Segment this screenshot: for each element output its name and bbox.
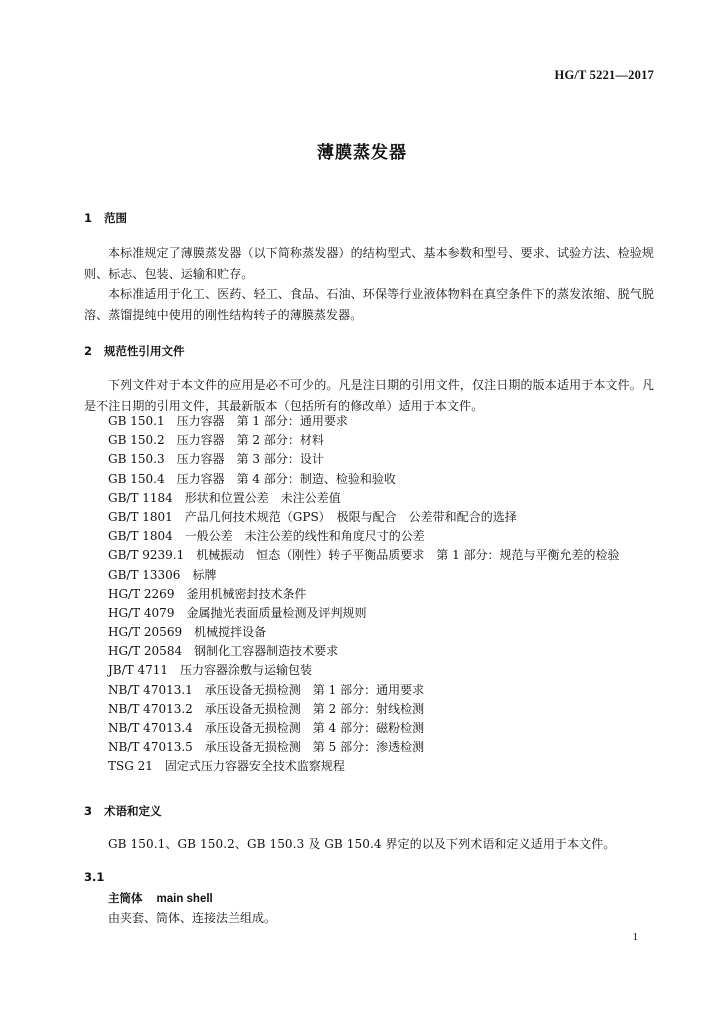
section-number: 3 bbox=[84, 804, 93, 818]
section-title: 规范性引用文件 bbox=[104, 344, 185, 358]
term-name-english: main shell bbox=[156, 893, 213, 905]
term-number: 3.1 bbox=[84, 870, 105, 884]
reference-item: NB/T 47013.2 承压设备无损检测 第 2 部分：射线检测 bbox=[108, 701, 425, 716]
reference-item: GB 150.1 压力容器 第 1 部分：通用要求 bbox=[108, 414, 348, 428]
section-2-intro: 下列文件对于本文件的应用是必不可少的。凡是注日期的引用文件，仅注日期的版本适用于本文件。凡是不注日期的引用文件，其最新版本（包括所有的修改单）适用于本文件。 bbox=[84, 378, 654, 413]
reference-item: NB/T 47013.4 承压设备无损检测 第 4 部分：磁粉检测 bbox=[108, 721, 425, 735]
section-number: 1 bbox=[84, 211, 93, 225]
reference-item: HG/T 2269 釜用机械密封技术条件 bbox=[108, 586, 307, 601]
normative-references-list bbox=[108, 412, 620, 777]
reference-item: GB 150.2 压力容器 第 2 部分：材料 bbox=[108, 433, 324, 448]
reference-item: GB/T 13306 标牌 bbox=[108, 567, 217, 582]
page-number: 1 bbox=[632, 931, 638, 943]
reference-item: GB 150.3 压力容器 第 3 部分：设计 bbox=[108, 452, 324, 467]
reference-item: GB/T 1801 产品几何技术规范（GPS） 极限与配合 公差带和配合的选择 bbox=[108, 509, 517, 524]
reference-item: JB/T 4711 压力容器涂敷与运输包装 bbox=[108, 663, 313, 678]
reference-item: HG/T 20584 钢制化工容器制造技术要求 bbox=[108, 644, 339, 659]
term-name-chinese: 主筒体 bbox=[108, 891, 143, 905]
reference-item: GB 150.4 压力容器 第 4 部分：制造、检验和验收 bbox=[108, 471, 396, 486]
term-definition: 由夹套、筒体、连接法兰组成。 bbox=[108, 911, 277, 925]
section-1-paragraph-1: 本标准规定了薄膜蒸发器（以下简称蒸发器）的结构型式、基本参数和型号、要求、试验方法、检验规则、标志、包装、运输和贮存。 bbox=[84, 246, 654, 281]
section-title: 范围 bbox=[104, 211, 127, 225]
term-name bbox=[108, 890, 213, 906]
reference-item: NB/T 47013.1 承压设备无损检测 第 1 部分：通用要求 bbox=[108, 682, 425, 697]
standard-code: HG/T 5221—2017 bbox=[554, 68, 654, 82]
section-1-heading bbox=[84, 210, 127, 226]
reference-item: TSG 21 固定式压力容器安全技术监察规程 bbox=[108, 759, 345, 774]
section-number: 2 bbox=[84, 344, 93, 358]
section-1-paragraph-2: 本标准适用于化工、医药、轻工、食品、石油、环保等行业液体物料在真空条件下的蒸发浓缩、脱气脱溶、蒸馏提纯中使用的刚性结构转子的薄膜蒸发器。 bbox=[84, 287, 654, 322]
reference-item: HG/T 20569 机械搅拌设备 bbox=[108, 625, 267, 640]
section-2-heading bbox=[84, 343, 185, 359]
section-title: 术语和定义 bbox=[104, 804, 162, 818]
reference-item: HG/T 4079 金属抛光表面质量检测及评判规则 bbox=[108, 605, 367, 620]
reference-item: GB/T 9239.1 机械振动 恒态（刚性）转子平衡品质要求 第 1 部分：规范与平衡允差的检验 bbox=[108, 548, 620, 563]
reference-item: NB/T 47013.5 承压设备无损检测 第 5 部分：渗透检测 bbox=[108, 740, 425, 755]
section-3-intro: GB 150.1、GB 150.2、GB 150.3 及 GB 150.4 界定的以及下列术语和定义适用于本文件。 bbox=[108, 837, 616, 851]
section-3-heading bbox=[84, 803, 162, 819]
document-title: 薄膜蒸发器 bbox=[317, 143, 407, 163]
reference-item: GB/T 1184 形状和位置公差 未注公差值 bbox=[108, 490, 341, 505]
reference-item: GB/T 1804 一般公差 未注公差的线性和角度尺寸的公差 bbox=[108, 529, 425, 544]
